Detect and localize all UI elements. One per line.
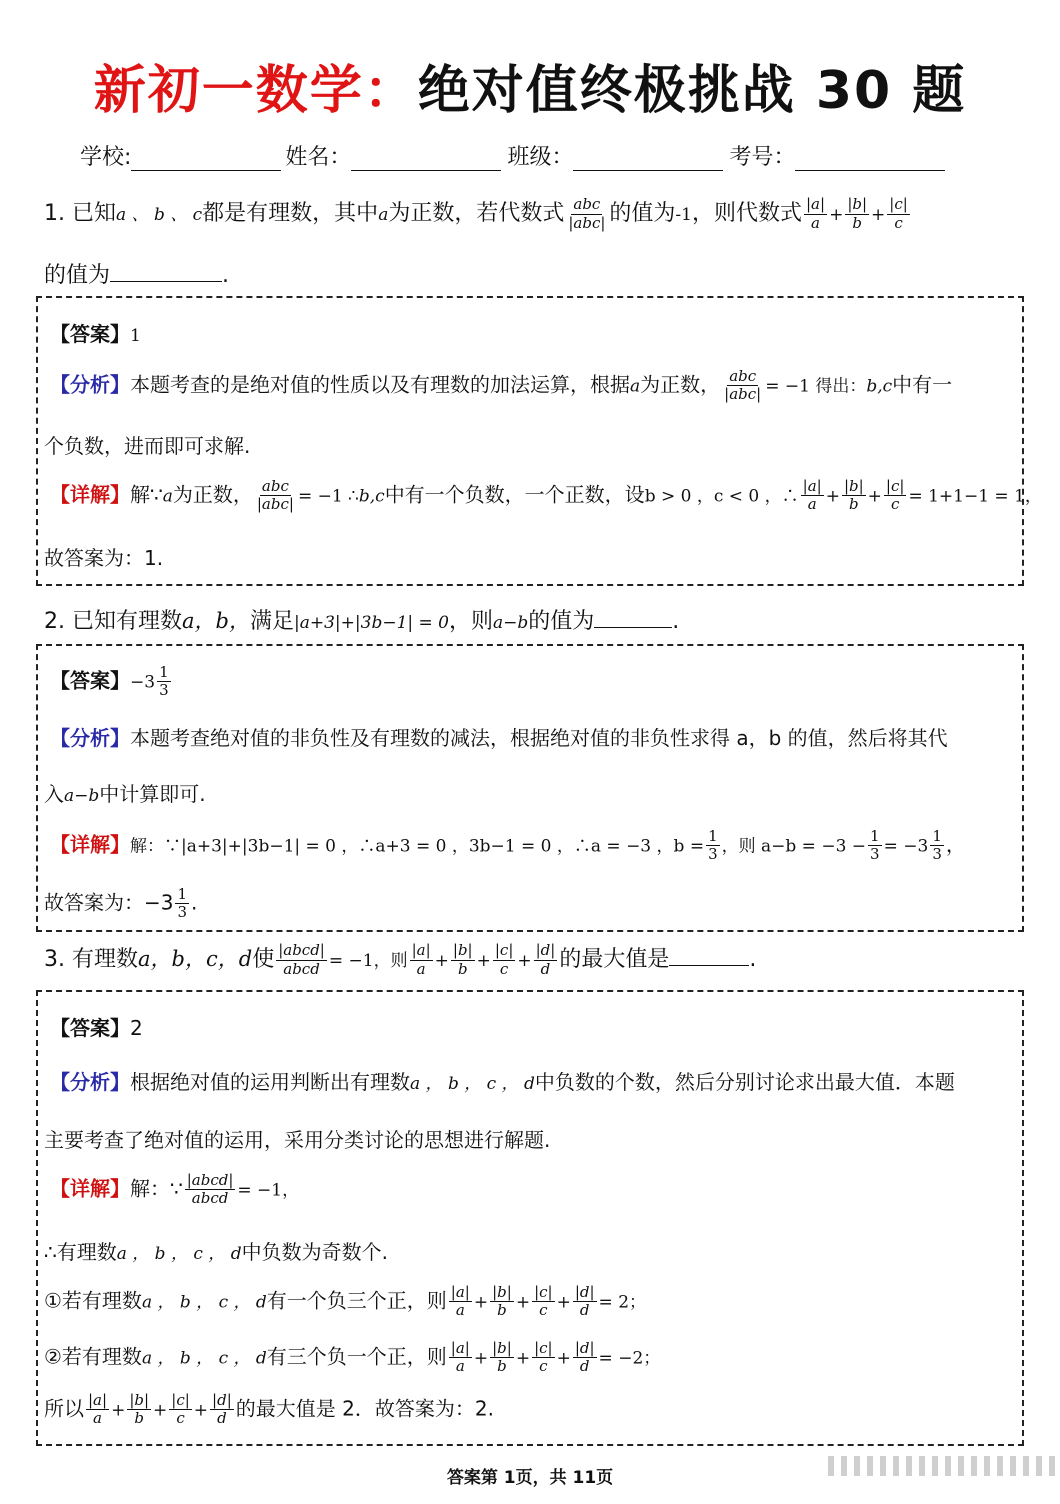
solution-box-3: [36, 990, 1024, 1446]
question-1: 1. 已知a 、 b 、 c都是有理数，其中a为正数，若代数式 $\frac{\text{abc}}{\text{|abc|}}$ 的值为-1，则代数式 $\frac{|a|}{a}$ + $\frac{|b|}{b}$ + $\frac{|c|}{c}$: [44, 195, 908, 232]
math-expression: |a+3|+|3b−1| = 0: [294, 613, 449, 633]
question-text: 已知有理数: [72, 609, 183, 634]
answer-value: 2: [130, 1016, 143, 1040]
answer-line: 【答案】−3 $\frac{1}{3}$: [50, 663, 169, 700]
answer-line: [50, 1012, 143, 1041]
math-vars: a，b，: [182, 609, 250, 633]
detail-label: 【详解】: [50, 1176, 130, 1201]
answer-label: 【答案】: [50, 322, 130, 346]
question-number: 2.: [44, 609, 65, 634]
answer-value: −3: [130, 672, 156, 693]
class-field[interactable]: [573, 146, 723, 171]
question-3: 3. 有理数a，b，c，d使 $\frac{\text{|abcd|}}{\text{abcd}}$ = −1，则 $\frac{|a|}{a}$ + $\frac{|b|}{b}$ + $\frac{|c|}{c}$ + $\frac{|d|}{d}$ 的最大值是 .: [44, 941, 757, 978]
exam-no-label: 考号：: [729, 145, 796, 170]
fraction: $\frac{|a|}{a}$: [806, 195, 826, 232]
detail-final: 故答案为：−3 $\frac{1}{3}$ .: [44, 885, 198, 922]
math-value: -1: [675, 205, 692, 225]
detail-line: 【详解】解：∵ $\frac{\text{|abcd|}}{\text{abcd}}$ = −1，: [50, 1171, 300, 1208]
name-label: 姓名：: [285, 145, 352, 170]
detail-line-3: ①若有理数a ， b ， c ， d有一个负三个正，则 $\frac{|a|}{a}$ + $\frac{|b|}{b}$ + $\frac{|c|}{c}$ + $\frac{|d|}{d}$ = 2；: [44, 1283, 647, 1320]
watermark-bars-icon: [828, 1456, 1060, 1476]
fraction: $\frac{|c|}{c}$: [889, 195, 908, 232]
question-2: 2. 已知有理数a，b，满足|a+3|+|3b−1| = 0，则a−b的值为 .: [44, 609, 680, 634]
fraction: $\frac{|b|}{b}$: [847, 195, 868, 232]
question-text: ，则代数式: [691, 201, 802, 226]
fraction: $\frac{\text{abc}}{\text{|abc|}}$: [256, 477, 294, 514]
answer-label: 【答案】: [50, 668, 130, 693]
detail-line-4: ②若有理数a ， b ， c ， d有三个负一个正，则 $\frac{|a|}{a}$ + $\frac{|b|}{b}$ + $\frac{|c|}{c}$ + $\frac{|d|}{d}$ = −2；: [44, 1339, 661, 1376]
title-red: 新初一数学：: [93, 61, 418, 121]
math-vars: a，b，c，d: [138, 947, 253, 971]
detail-label: 【详解】: [50, 482, 130, 507]
student-info-row: [80, 140, 945, 171]
fraction: $\frac{\text{abc}}{\text{|abc|}}$: [568, 195, 606, 232]
fraction: $\frac{\text{abc}}{\text{|abc|}}$: [724, 367, 762, 404]
detail-line-2: ∴有理数a ， b ， c ， d中负数为奇数个.: [44, 1240, 388, 1264]
detail-line-5: 所以 $\frac{|a|}{a}$ + $\frac{|b|}{b}$ + $\frac{|c|}{c}$ + $\frac{|d|}{d}$ 的最大值是 2．故答案为：2.: [44, 1391, 494, 1428]
school-field[interactable]: [131, 146, 281, 171]
question-text: 已知: [72, 201, 117, 226]
question-1-cont: 的值为 .: [44, 263, 230, 288]
solution-box-1: [36, 296, 1042, 586]
answer-label: 【答案】: [50, 1016, 130, 1040]
detail-line: 【详解】解：∵|a+3|+|3b−1| = 0 ，∴a+3 = 0 ，3b−1 = 0 ，∴a = −3 ，b = $\frac{1}{3}$ ，则 a−b = −3 − $\frac{1}{3}$ = −3 $\frac{1}{3}$ ，: [50, 827, 966, 864]
exam-no-field[interactable]: [795, 146, 945, 171]
question-text: 的值为: [609, 201, 676, 226]
question-text: 的值为: [44, 263, 111, 288]
analysis-line: 【分析】本题考查的是绝对值的性质以及有理数的加法运算，根据a为正数， $\frac{\text{abc}}{\text{|abc|}}$ = −1 得出：b,c中有一: [50, 367, 953, 404]
question-number: 1.: [44, 201, 65, 226]
detail-final: 故答案为：1.: [44, 546, 164, 570]
fraction: $\frac{\text{|abcd|}}{\text{abcd}}$: [278, 941, 325, 978]
page-title: [0, 48, 1060, 123]
solution-box-2: [36, 644, 1024, 932]
analysis-label: 【分析】: [50, 372, 130, 397]
page-footer: 答案第 1页，共 11页: [446, 1468, 614, 1488]
analysis-line-2: 主要考查了绝对值的运用，采用分类讨论的思想进行解题.: [44, 1128, 551, 1152]
answer-value: 1: [130, 326, 141, 346]
question-text: 为正数，若代数式: [388, 201, 565, 226]
name-field[interactable]: [351, 146, 501, 171]
question-number: 3.: [44, 947, 65, 972]
math-var: a: [378, 205, 389, 225]
analysis-line: 【分析】本题考查绝对值的非负性及有理数的减法，根据绝对值的非负性求得 a，b 的值，然后将其代: [50, 726, 948, 750]
detail-label: 【详解】: [50, 832, 130, 857]
answer-blank[interactable]: [669, 965, 749, 966]
title-black: 绝对值终极挑战 30 题: [417, 61, 967, 121]
answer-blank[interactable]: [594, 627, 672, 628]
analysis-line: 【分析】根据绝对值的运用判断出有理数a ， b ， c ， d中负数的个数，然后分别讨论求出最大值．本题: [50, 1070, 955, 1094]
answer-blank[interactable]: [110, 281, 222, 282]
analysis-line-2: 入a−b中计算即可.: [44, 782, 206, 806]
question-text: 都是有理数，其中: [202, 201, 379, 226]
answer-line: [50, 318, 141, 347]
school-label: 学校:: [80, 145, 132, 170]
analysis-label: 【分析】: [50, 726, 130, 750]
analysis-label: 【分析】: [50, 1070, 130, 1094]
math-vars: a 、 b 、 c: [116, 205, 203, 225]
question-text: 有理数: [72, 947, 139, 972]
detail-line: 【详解】解∵a为正数， $\frac{\text{abc}}{\text{|abc|}}$ = −1 ∴b,c中有一个负数，一个正数，设b > 0 ，c < 0 ，∴ $\frac{|a|}{a}$ + $\frac{|b|}{b}$ + $\frac{|c|}{c}$ = 1+1−1 = 1，: [50, 477, 1042, 514]
class-label: 班级：: [507, 145, 574, 170]
analysis-line-2: 个负数，进而即可求解.: [44, 434, 251, 458]
